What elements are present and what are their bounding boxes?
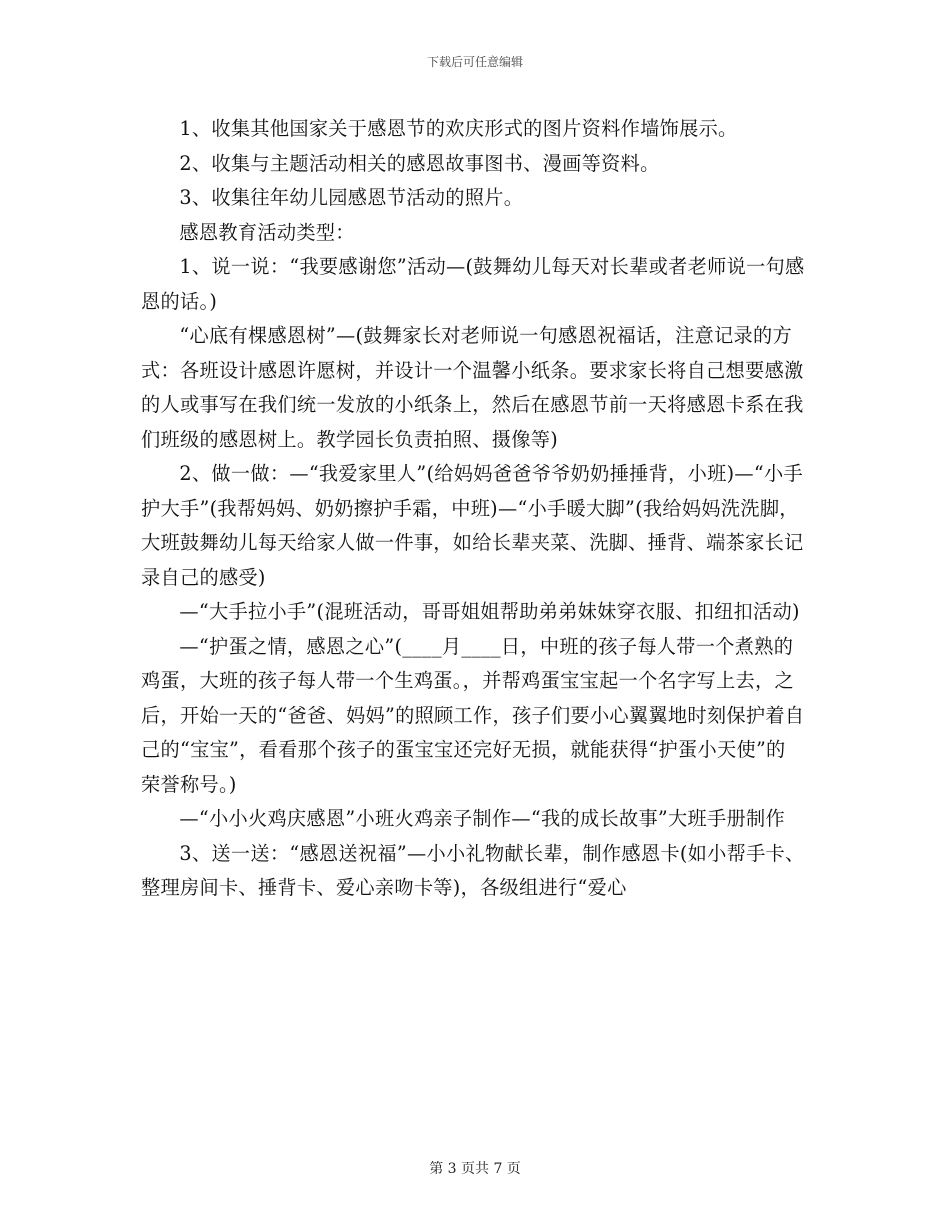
paragraph: —“护蛋之情，感恩之心”(____月____日，中班的孩子每人带一个煮熟的鸡蛋，大班的孩子每人带一个生鸡蛋。，并帮鸡蛋宝宝起一个名字写上去，之后，开始一天的“爸爸、妈妈”的照顾工作，孩子们要小心翼翼地时刻保护着自己的“宝宝”，看看那个孩子的蛋宝宝还完好无损，就能获得“护蛋小天使”的荣誉称号。) (141, 634, 805, 796)
paragraph: 1、说一说：“我要感谢您”活动—(鼓舞幼儿每天对长辈或者老师说一句感恩的话。) (141, 255, 805, 313)
paragraph: 3、收集往年幼儿园感恩节活动的照片。 (179, 186, 524, 209)
paragraph: 2、收集与主题活动相关的感恩故事图书、漫画等资料。 (179, 151, 660, 175)
page-header: 下载后可任意编辑 (426, 55, 523, 69)
paragraph: 1、收集其他国家关于感恩节的欢庆形式的图片资料作墙饰展示。 (179, 117, 738, 140)
document-body (141, 112, 805, 906)
paragraph: “心底有棵感恩树”—(鼓舞家长对老师说一句感恩祝福话，注意记录的方式：各班设计感恩许愿树，并设计一个温馨小纸条。要求家长将自己想要感激的人或事写在我们统一发放的小纸条上，然后在感恩节前一天将感恩卡系在我们班级的感恩树上。教学园长负责拍照、摄像等) (141, 324, 804, 451)
page-number: 第 3 页共 7 页 (429, 1161, 521, 1177)
section-heading: 感恩教育活动类型： (179, 220, 355, 244)
paragraph: 2、做一做：—“我爱家里人”(给妈妈爸爸爷爷奶奶捶捶背，小班)—“小手护大手”(我帮妈妈、奶奶擦护手霜，中班)—“小手暖大脚”(我给妈妈洗洗脚，大班鼓舞幼儿每天给家人做一件事，如给长辈夹菜、洗脚、捶背、端茶家长记录自己的感受) (141, 462, 804, 589)
paragraph: —“小小火鸡庆感恩”小班火鸡亲子制作—“我的成长故事”大班手册制作 (179, 807, 785, 830)
paragraph: —“大手拉小手”(混班活动，哥哥姐姐帮助弟弟妹妹穿衣服、扣纽扣活动) (179, 600, 800, 623)
paragraph: 3、送一送：“感恩送祝福”—小小礼物献长辈，制作感恩卡(如小帮手卡、整理房间卡、捶背卡、爱心亲吻卡等)，各级组进行“爱心 (141, 841, 805, 899)
